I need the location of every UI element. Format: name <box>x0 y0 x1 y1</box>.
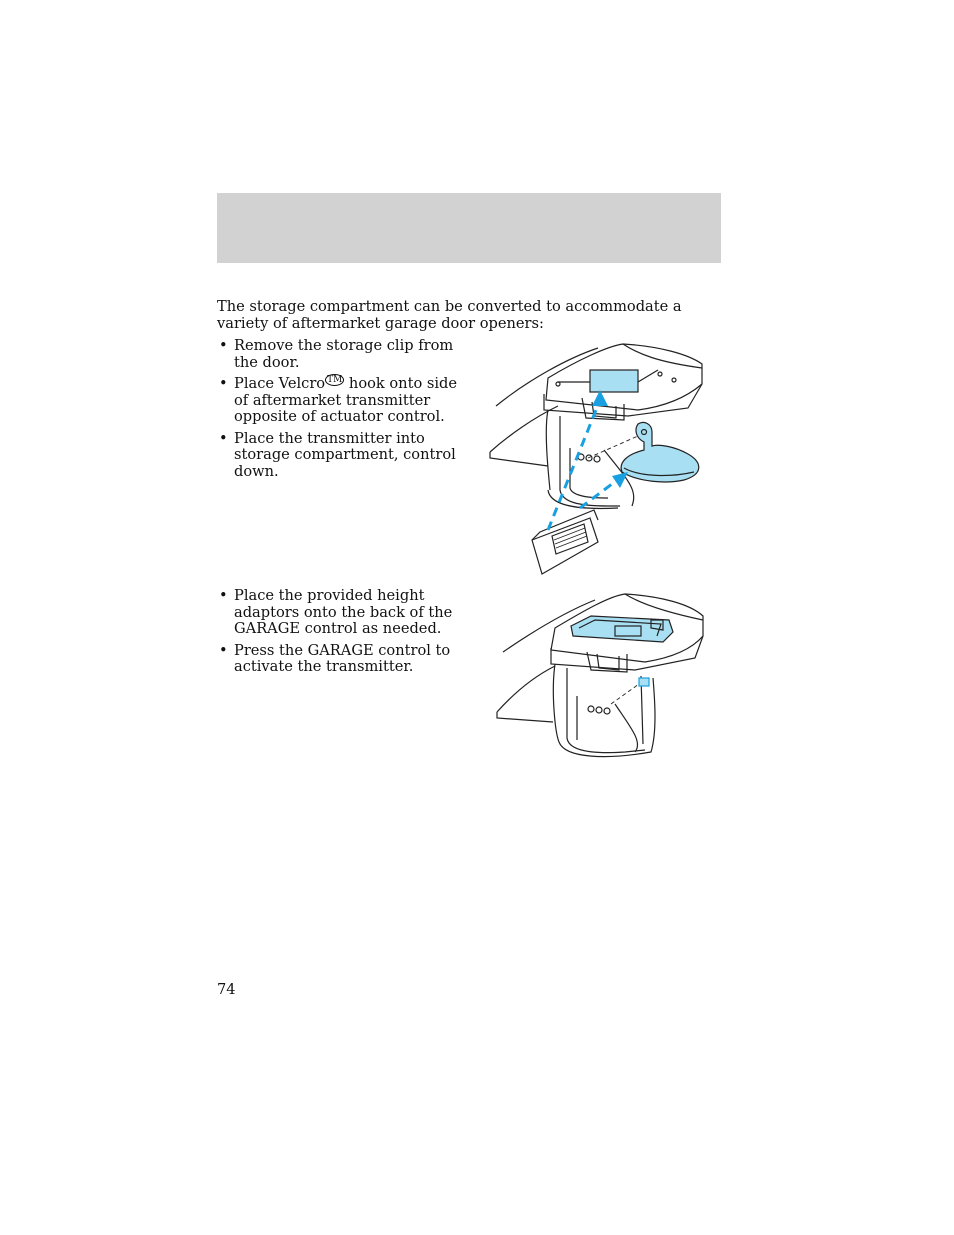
list-item-text: Place the transmitter into storage compartment, control down. <box>234 429 456 480</box>
list-item-text: Press the GARAGE control to activate the transmitter. <box>234 641 451 675</box>
list-item <box>217 588 457 638</box>
height-adaptor <box>639 678 649 686</box>
list-item-text: Place the provided height adaptors onto the back of the GARAGE control as needed. <box>234 587 453 637</box>
trademark-symbol: TM <box>327 375 343 385</box>
list-item <box>217 376 472 426</box>
list-item <box>217 431 472 481</box>
list-item <box>217 643 457 676</box>
list-item-text: Place Velcro <box>234 375 326 392</box>
section-header-bar <box>217 193 721 263</box>
arrowhead-icon <box>612 472 628 488</box>
instruction-list-garage <box>217 588 457 681</box>
list-item <box>217 338 472 371</box>
list-item-text: Remove the storage clip from the door. <box>234 337 454 371</box>
page-number: 74 <box>217 981 236 998</box>
storage-compartment-illustration <box>488 340 708 578</box>
list-item-text: hook onto side of aftermarket transmitter opposite of actuator control. <box>234 375 457 425</box>
garage-control-illustration <box>495 592 707 762</box>
intro-paragraph: The storage compartment can be converted to accommodate a variety of aftermarket garage door openers: <box>217 298 682 332</box>
instruction-list-storage <box>217 338 472 485</box>
